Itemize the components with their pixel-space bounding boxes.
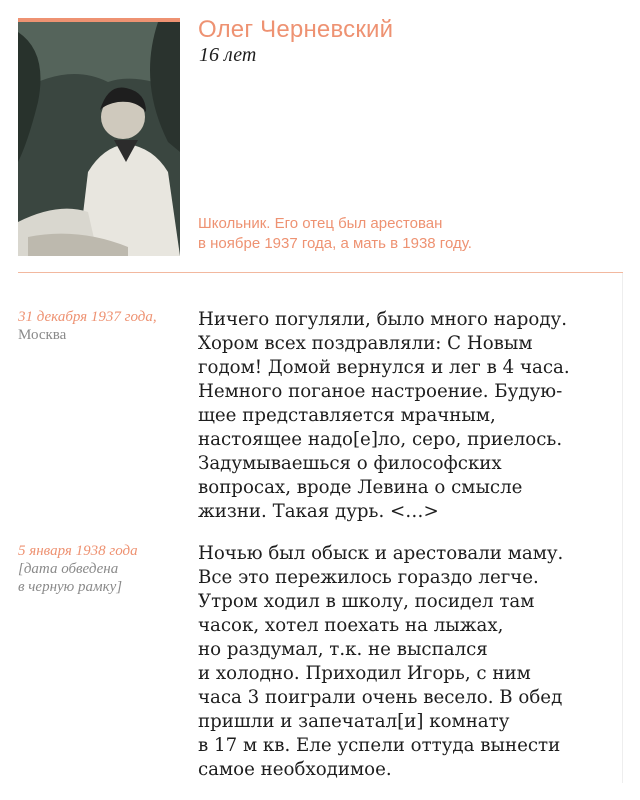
entry-line: Ночью был обыск и арестовали маму. bbox=[198, 543, 564, 564]
entry-line: самое необходимое. bbox=[198, 759, 392, 780]
person-age: 16 лет bbox=[199, 44, 257, 66]
caption-line: Школьник. Его отец был арестован bbox=[198, 215, 443, 232]
portrait-image bbox=[18, 22, 180, 256]
section-divider bbox=[18, 272, 623, 273]
entry-line: вопросах, вроде Левина о смысле bbox=[198, 477, 523, 498]
entry-line: в 17 м кв. Еле успели оттуда вынести bbox=[198, 735, 561, 756]
caption-line: в ноябре 1937 года, а мать в 1938 году. bbox=[198, 235, 472, 252]
entry-meta bbox=[18, 542, 188, 596]
entry-line: и холодно. Приходил Игорь, с ним bbox=[198, 663, 531, 684]
entry-line: жизни. Такая дурь. <…> bbox=[198, 501, 439, 522]
entry-note-line: [дата обведена bbox=[18, 561, 119, 577]
entry-date: 31 декабря 1937 года, bbox=[18, 309, 157, 325]
entry-note-line: в черную рамку] bbox=[18, 579, 123, 595]
entry-date: 5 января 1938 года bbox=[18, 543, 138, 559]
entry-line: Все это пережилось гораздо легче. bbox=[198, 567, 539, 588]
entry-text bbox=[198, 308, 618, 524]
entry-place: Москва bbox=[18, 327, 67, 343]
entry-line: Задумываешься о философских bbox=[198, 453, 502, 474]
entry-line: пришли и запечатал[и] комнату bbox=[198, 711, 510, 732]
entry-line: годом! Домой вернулся и лег в 4 часа. bbox=[198, 357, 570, 378]
portrait-photo bbox=[18, 18, 180, 256]
entry-line: Ничего погуляли, было много народу. bbox=[198, 309, 568, 330]
entry-line: Хором всех поздравляли: С Новым bbox=[198, 333, 533, 354]
entry-line: но раздумал, т.к. не выспался bbox=[198, 639, 488, 660]
entry-meta bbox=[18, 308, 188, 344]
entry-line: щее представляется мрачным, bbox=[198, 405, 496, 426]
entry-line: Утром ходил в школу, посидел там bbox=[198, 591, 535, 612]
entry-line: часа 3 поиграли очень весело. В обед bbox=[198, 687, 563, 708]
entry-text bbox=[198, 542, 618, 782]
entry-line: Немного поганое настроение. Будую- bbox=[198, 381, 563, 402]
person-name: Олег Черневский bbox=[198, 16, 394, 43]
right-border bbox=[622, 273, 623, 783]
entry-line: настоящее надо[е]ло, серо, приелось. bbox=[198, 429, 563, 450]
entry-line: часок, хотел поехать на лыжах, bbox=[198, 615, 504, 636]
person-caption bbox=[198, 214, 538, 254]
